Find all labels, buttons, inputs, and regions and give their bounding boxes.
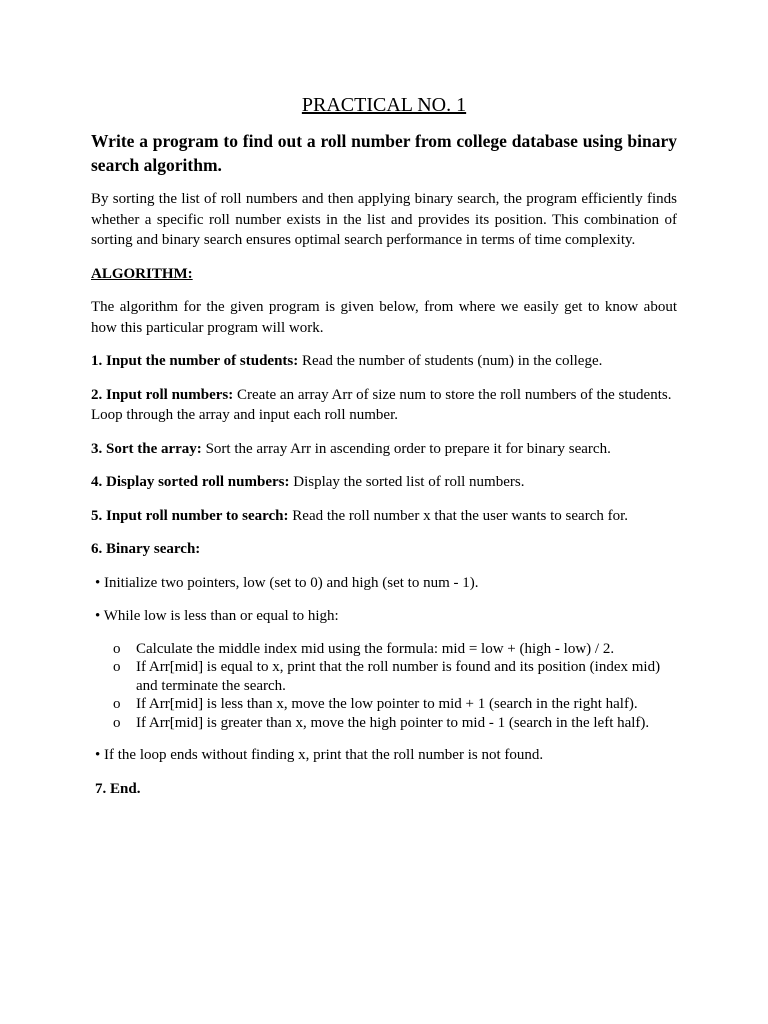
step-2	[91, 385, 677, 426]
step-text: Read the number of students (num) in the college.	[298, 353, 603, 369]
bullet-while: • While low is less than or equal to high:	[95, 608, 339, 624]
step-label: 5. Input roll number to search:	[91, 507, 289, 524]
step-label: 3. Sort the array:	[91, 440, 202, 457]
step-7-end: 7. End.	[95, 780, 141, 797]
step-text: Read the roll number x that the user wants to search for.	[288, 507, 629, 524]
step-label: 6. Binary search:	[91, 541, 201, 557]
step-4	[91, 472, 677, 493]
algorithm-heading: ALGORITHM:	[91, 265, 193, 282]
list-item	[91, 695, 677, 714]
step-5	[91, 506, 677, 527]
document-page	[91, 92, 677, 799]
substep-text: If Arr[mid] is equal to x, print that the roll number is found and its position (index mid) and terminate the search.	[136, 659, 661, 694]
step-label: 4. Display sorted roll numbers:	[91, 474, 290, 490]
circle-bullet-icon: o	[113, 696, 121, 712]
substep-text: If Arr[mid] is less than x, move the low pointer to mid + 1 (search in the right half).	[136, 696, 638, 712]
step-label: 2. Input roll numbers:	[91, 386, 234, 403]
list-item	[91, 714, 677, 733]
circle-bullet-icon: o	[113, 714, 121, 731]
bullet-not-found: • If the loop ends without finding x, print that the roll number is not found.	[95, 747, 544, 763]
step-1	[91, 351, 677, 372]
list-item	[91, 658, 677, 695]
step-text: Display the sorted list of roll numbers.	[289, 474, 525, 490]
substep-text: If Arr[mid] is greater than x, move the high pointer to mid - 1 (search in the left half).	[136, 714, 650, 731]
bullet-initialize: • Initialize two pointers, low (set to 0) and high (set to num - 1).	[95, 574, 479, 591]
circle-bullet-icon: o	[113, 640, 121, 657]
algorithm-intro: The algorithm for the given program is given below, from where we easily get to know about how this particular program will work.	[91, 299, 677, 336]
intro-paragraph: By sorting the list of roll numbers and then applying binary search, the program efficiently finds whether a specific roll number exists in the list and provides its position. This combination of sorting and binary search ensures optimal search performance in terms of time complexity.	[91, 191, 677, 248]
step-6	[91, 539, 677, 560]
step-text: Create an array Arr of size num to store the roll numbers of the students. Loop through the array and input each roll number.	[91, 386, 672, 423]
step-label: 1. Input the number of students:	[91, 353, 299, 369]
step-3	[91, 439, 677, 460]
list-item	[91, 640, 677, 659]
substep-text: Calculate the middle index mid using the formula: mid = low + (high - low) / 2.	[136, 640, 615, 657]
binary-search-substeps	[91, 640, 677, 733]
page-title: PRACTICAL NO. 1	[301, 94, 467, 116]
aim-statement: Write a program to find out a roll number from college database using binary search algorithm.	[91, 131, 677, 175]
circle-bullet-icon: o	[113, 659, 121, 675]
step-text: Sort the array Arr in ascending order to prepare it for binary search.	[201, 440, 611, 457]
